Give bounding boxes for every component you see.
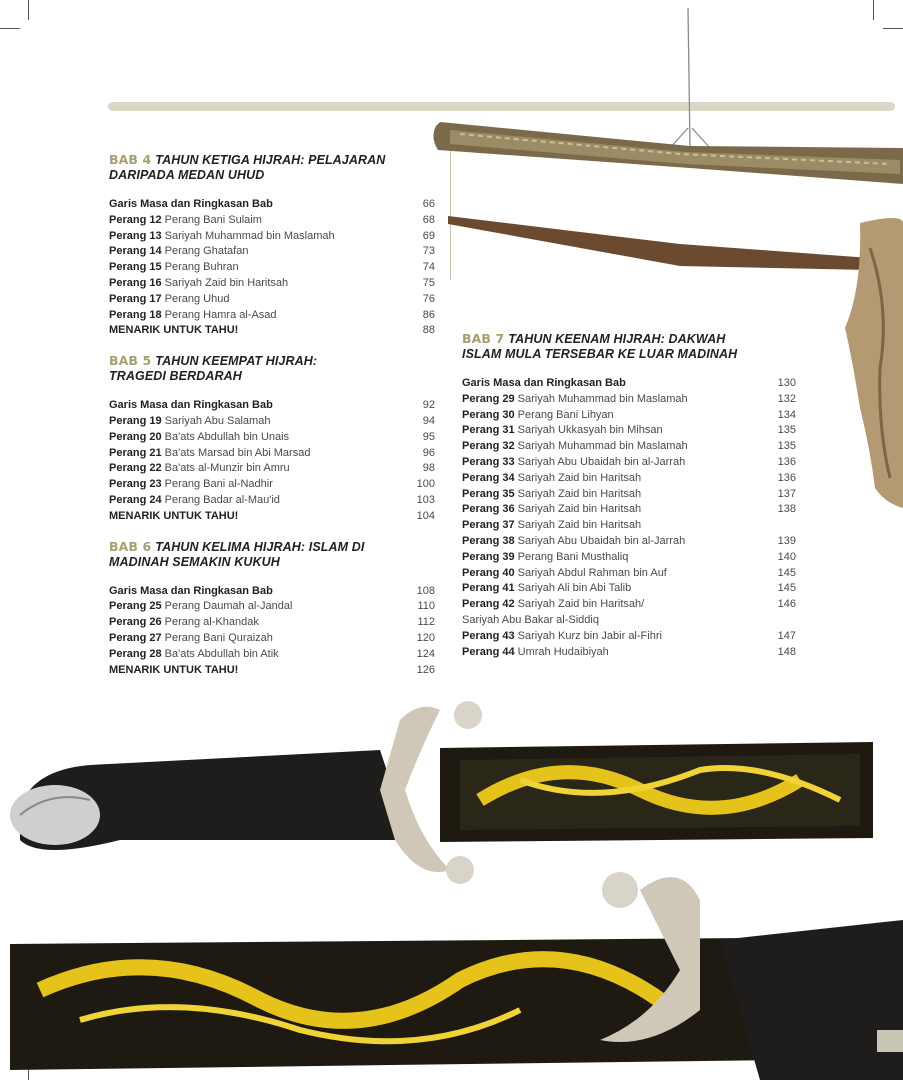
toc-entry-text: Sariyah Zaid bin Haritsah/ xyxy=(517,598,645,611)
toc-entry xyxy=(109,477,435,493)
toc-entry-page: 138 xyxy=(777,503,796,516)
toc-entry-page: 66 xyxy=(422,198,435,210)
toc-entry xyxy=(462,613,796,629)
toc-entry xyxy=(462,455,796,471)
toc-entry-number: Perang 17 xyxy=(109,292,162,305)
toc-entry-page: 68 xyxy=(422,213,435,226)
toc-entry-text: Sariyah Abu Ubaidah bin al-Jarrah xyxy=(517,455,686,468)
toc-entry-title xyxy=(109,631,273,647)
toc-entry-text: Sariyah Abu Bakar al-Siddiq xyxy=(462,613,599,626)
toc-entry-page: 104 xyxy=(416,509,435,522)
toc-entry xyxy=(109,308,435,324)
toc-entry-page: 94 xyxy=(422,414,435,427)
chapter-title-line1: TAHUN KETIGA HIJRAH: PELAJARAN xyxy=(155,153,386,167)
toc-entry-page: 75 xyxy=(422,276,435,289)
chapter-section xyxy=(109,353,435,524)
toc-entry-number: Perang 34 xyxy=(462,471,515,484)
toc-entry-page: 134 xyxy=(777,408,796,421)
chapter-section xyxy=(109,539,435,679)
toc-left-column xyxy=(109,152,435,692)
toc-entry-number: Perang 12 xyxy=(109,213,162,226)
toc-entry-text: Perang Daumah al-Jandal xyxy=(164,600,293,613)
chapter-title-line2: ISLAM MULA TERSEBAR KE LUAR MADINAH xyxy=(462,347,738,361)
toc-entry-text: Ba'ats Marsad bin Abi Marsad xyxy=(164,446,311,459)
toc-entry-page: 130 xyxy=(777,377,796,389)
toc-entry-title xyxy=(109,244,248,260)
toc-entry-page: 110 xyxy=(417,600,435,613)
toc-entry-number: Perang 28 xyxy=(109,647,162,660)
toc-entry-text: Sariyah Zaid bin Haritsah xyxy=(517,471,642,484)
toc-entry-text: Perang Ghatafan xyxy=(164,245,249,258)
toc-entry-page: 96 xyxy=(422,446,435,459)
toc-entry-number: Perang 35 xyxy=(462,487,515,500)
toc-entry-title xyxy=(109,197,273,213)
toc-entry xyxy=(109,493,435,509)
toc-entry-title xyxy=(462,502,641,518)
toc-entry-title xyxy=(109,461,290,477)
toc-entry-text: Sariyah Zaid bin Haritsah xyxy=(164,276,289,289)
toc-entry xyxy=(462,439,796,455)
toc-entry-number: Perang 27 xyxy=(109,631,162,644)
toc-entry xyxy=(109,584,435,600)
toc-entry-title xyxy=(462,408,614,424)
toc-entry-number: Perang 21 xyxy=(109,446,162,459)
toc-entry xyxy=(109,323,435,339)
toc-entry-title xyxy=(109,647,279,663)
toc-entry-number: Perang 13 xyxy=(109,229,162,242)
toc-entry-text: Sariyah Abu Salamah xyxy=(164,414,271,427)
toc-entry-number: Perang 29 xyxy=(462,392,515,405)
toc-entry xyxy=(462,376,796,392)
toc-entry-page: 69 xyxy=(422,229,435,242)
toc-entry-title xyxy=(462,629,662,645)
toc-entry-text: Sariyah Muhammad bin Maslamah xyxy=(517,392,688,405)
toc-entry-title xyxy=(109,584,273,600)
toc-entry-number: Perang 20 xyxy=(109,430,162,443)
toc-entry xyxy=(462,597,796,613)
toc-entry-page: 124 xyxy=(416,647,435,660)
toc-entry xyxy=(462,566,796,582)
toc-entry-title xyxy=(462,597,644,613)
toc-entry-title xyxy=(462,534,685,550)
chapter-number: BAB 5 xyxy=(109,353,152,369)
chapter-number: BAB 7 xyxy=(462,331,505,346)
toc-entry-number: Perang 22 xyxy=(109,462,162,475)
toc-entry-page: 88 xyxy=(422,324,435,337)
toc-entry-title xyxy=(109,509,238,525)
toc-entry-number: Perang 25 xyxy=(109,600,162,613)
chapter-title-line1: TAHUN KEEMPAT HIJRAH: xyxy=(155,354,318,369)
toc-entry-text: Sariyah Zaid bin Haritsah xyxy=(517,503,642,516)
toc-entry-page: 103 xyxy=(416,493,435,506)
toc-entry xyxy=(462,518,796,534)
toc-entry-page: 74 xyxy=(422,261,435,274)
chapter-heading xyxy=(109,152,435,183)
toc-entry-page: 145 xyxy=(777,566,796,579)
toc-entry-title xyxy=(109,292,229,308)
toc-entry-text: Sariyah Ali bin Abi Talib xyxy=(517,582,632,595)
toc-entry-page: 98 xyxy=(422,462,435,475)
entry-list xyxy=(109,398,435,524)
toc-entry-number: Perang 19 xyxy=(109,414,162,427)
toc-entry-text: Garis Masa dan Ringkasan Bab xyxy=(462,377,626,389)
toc-entry-number: Perang 16 xyxy=(109,276,162,289)
toc-entry-text: Sariyah Abdul Rahman bin Auf xyxy=(517,566,667,579)
toc-entry xyxy=(462,471,796,487)
toc-entry-title xyxy=(462,518,641,534)
toc-entry-title xyxy=(109,414,270,430)
toc-entry xyxy=(109,615,435,631)
crop-mark xyxy=(0,28,20,29)
toc-entry xyxy=(109,229,435,245)
toc-entry-number: Perang 39 xyxy=(462,550,515,563)
toc-entry-text: Perang Uhud xyxy=(164,292,230,305)
toc-entry-text: Ba'ats al-Munzir bin Amru xyxy=(164,462,290,475)
toc-entry-text: Perang Bani al-Nadhir xyxy=(164,478,273,491)
toc-entry xyxy=(462,392,796,408)
toc-entry-text: Sariyah Kurz bin Jabir al-Fihri xyxy=(517,629,662,642)
toc-entry-page: 147 xyxy=(777,629,796,642)
toc-entry xyxy=(109,197,435,213)
toc-entry-title xyxy=(109,477,273,493)
toc-entry xyxy=(109,430,435,446)
toc-entry-page: 76 xyxy=(422,292,435,305)
toc-entry-number: Perang 30 xyxy=(462,408,515,421)
toc-entry-text: Garis Masa dan Ringkasan Bab xyxy=(109,584,273,597)
toc-entry-page: 139 xyxy=(777,534,796,547)
toc-entry xyxy=(109,276,435,292)
toc-entry-page: 148 xyxy=(777,645,796,658)
toc-entry xyxy=(109,461,435,477)
toc-entry-page: 112 xyxy=(417,616,435,629)
toc-entry-number: Perang 15 xyxy=(109,261,162,274)
toc-entry xyxy=(109,509,435,525)
toc-entry-text: Sariyah Ukkasyah bin Mihsan xyxy=(517,424,663,437)
sword-illustration xyxy=(0,690,903,1080)
toc-entry-page: 126 xyxy=(416,663,435,676)
chapter-title-line1: TAHUN KELIMA HIJRAH: ISLAM DI xyxy=(155,539,365,554)
toc-entry xyxy=(462,502,796,518)
toc-entry-title xyxy=(109,398,273,414)
toc-entry-text: Umrah Hudaibiyah xyxy=(517,645,609,658)
toc-entry-page: 108 xyxy=(416,584,435,597)
toc-entry-number: Perang 14 xyxy=(109,245,162,258)
toc-entry-title xyxy=(462,376,626,392)
toc-entry xyxy=(109,244,435,260)
toc-entry-title xyxy=(462,550,628,566)
toc-entry-title xyxy=(462,455,685,471)
toc-entry-title xyxy=(462,566,667,582)
toc-entry-number: Perang 38 xyxy=(462,534,515,547)
toc-entry-title xyxy=(462,392,688,408)
toc-entry-number: Perang 18 xyxy=(109,308,162,321)
toc-entry-title xyxy=(109,663,238,679)
toc-entry-text: Perang Bani Musthaliq xyxy=(517,550,629,563)
toc-entry-text: Sariyah Zaid bin Haritsah xyxy=(517,519,642,532)
entry-list xyxy=(462,376,796,660)
toc-entry-page: 145 xyxy=(777,582,796,595)
toc-entry-title xyxy=(462,613,599,629)
chapter-heading xyxy=(462,331,796,362)
toc-entry-title xyxy=(109,615,259,631)
toc-entry xyxy=(462,550,796,566)
toc-entry-page: 120 xyxy=(416,631,435,644)
chapter-title-line2: MADINAH SEMAKIN KUKUH xyxy=(109,554,280,569)
toc-entry-text: Sariyah Zaid bin Haritsah xyxy=(517,487,642,500)
toc-entry-number: Perang 42 xyxy=(462,598,515,611)
crop-mark xyxy=(28,0,29,20)
toc-entry-title xyxy=(462,645,609,661)
toc-entry-title xyxy=(109,276,288,292)
toc-entry xyxy=(109,213,435,229)
chapter-title-line2: DARIPADA MEDAN UHUD xyxy=(109,168,265,182)
toc-entry-page: 92 xyxy=(422,399,435,412)
entry-list xyxy=(109,584,435,679)
toc-entry-number: Perang 26 xyxy=(109,616,162,629)
toc-entry-page: 137 xyxy=(777,487,796,500)
toc-entry-text: Perang al-Khandak xyxy=(164,616,259,629)
toc-entry-page: 135 xyxy=(777,424,796,437)
toc-entry-page: 135 xyxy=(777,440,796,453)
toc-entry-number: Perang 37 xyxy=(462,519,515,532)
toc-entry-text: Perang Bani Quraizah xyxy=(164,631,273,644)
toc-entry-page: 146 xyxy=(777,598,796,611)
toc-entry-text: Garis Masa dan Ringkasan Bab xyxy=(109,198,273,210)
toc-entry-text: Perang Bani Sulaim xyxy=(164,213,262,226)
toc-entry xyxy=(462,629,796,645)
toc-entry xyxy=(462,408,796,424)
toc-entry-title xyxy=(109,213,262,229)
toc-entry-title xyxy=(109,446,310,462)
toc-entry-number: Perang 44 xyxy=(462,645,515,658)
toc-entry-number: Perang 31 xyxy=(462,424,515,437)
toc-entry-title xyxy=(109,430,289,446)
chapter-title-line1: TAHUN KEENAM HIJRAH: DAKWAH xyxy=(508,332,726,346)
toc-entry-text: MENARIK UNTUK TAHU! xyxy=(109,509,239,522)
toc-entry-number: Perang 43 xyxy=(462,629,515,642)
toc-entry-number: Perang 40 xyxy=(462,566,515,579)
toc-entry xyxy=(109,663,435,679)
toc-entry-title xyxy=(109,493,280,509)
toc-entry xyxy=(462,423,796,439)
toc-entry xyxy=(462,534,796,550)
toc-entry-number: Perang 24 xyxy=(109,493,162,506)
toc-entry-text: Ba'ats Abdullah bin Unais xyxy=(164,430,290,443)
toc-entry-page: 136 xyxy=(777,471,796,484)
entry-list xyxy=(109,197,435,339)
toc-entry-number: Perang 33 xyxy=(462,455,515,468)
toc-entry-page: 140 xyxy=(777,550,796,563)
toc-entry xyxy=(109,398,435,414)
toc-entry-number: Perang 23 xyxy=(109,478,162,491)
toc-entry-page: 86 xyxy=(422,308,435,321)
chapter-number: BAB 4 xyxy=(109,152,152,167)
toc-entry-page: 100 xyxy=(416,478,435,491)
toc-entry-text: Sariyah Abu Ubaidah bin al-Jarrah xyxy=(517,534,686,547)
toc-entry-title xyxy=(462,487,641,503)
toc-entry xyxy=(109,446,435,462)
chapter-heading xyxy=(109,539,435,570)
chapter-section xyxy=(109,152,435,339)
toc-entry xyxy=(109,631,435,647)
toc-entry-page: 132 xyxy=(777,392,796,405)
toc-entry-text: Sariyah Muhammad bin Maslamah xyxy=(517,440,688,453)
toc-entry xyxy=(109,599,435,615)
toc-entry xyxy=(109,414,435,430)
chapter-number: BAB 6 xyxy=(109,538,152,554)
toc-entry-title xyxy=(462,423,663,439)
chapter-heading xyxy=(109,353,435,384)
chapter-section xyxy=(462,331,796,660)
toc-entry-title xyxy=(462,581,631,597)
toc-entry-title xyxy=(109,323,238,339)
toc-entry-text: Garis Masa dan Ringkasan Bab xyxy=(109,399,273,412)
toc-entry-title xyxy=(109,260,239,276)
toc-entry-page: 73 xyxy=(422,245,435,258)
toc-entry-text: Sariyah Muhammad bin Maslamah xyxy=(164,229,335,242)
toc-right-column xyxy=(462,331,796,674)
toc-entry-page: 95 xyxy=(422,430,435,443)
toc-entry xyxy=(462,487,796,503)
toc-entry-number: Perang 36 xyxy=(462,503,515,516)
toc-entry-text: Perang Buhran xyxy=(164,261,239,274)
chapter-title-line2: TRAGEDI BERDARAH xyxy=(109,369,242,384)
toc-entry-title xyxy=(109,599,292,615)
toc-entry-text: MENARIK UNTUK TAHU! xyxy=(109,324,239,337)
toc-entry xyxy=(109,260,435,276)
toc-entry-text: Perang Hamra al-Asad xyxy=(164,308,277,321)
toc-entry-text: Ba'ats Abdullah bin Atik xyxy=(164,647,279,660)
toc-entry-text: Perang Badar al-Mau'id xyxy=(164,493,280,506)
toc-entry xyxy=(109,647,435,663)
toc-entry-title xyxy=(109,308,277,324)
toc-entry-page: 136 xyxy=(777,455,796,468)
toc-entry-number: Perang 41 xyxy=(462,582,515,595)
toc-entry xyxy=(462,581,796,597)
toc-entry xyxy=(462,645,796,661)
toc-entry-text: MENARIK UNTUK TAHU! xyxy=(109,663,239,676)
toc-entry-title xyxy=(109,229,335,245)
toc-entry-text: Perang Bani Lihyan xyxy=(517,408,614,421)
toc-entry-title xyxy=(462,471,641,487)
toc-entry xyxy=(109,292,435,308)
toc-entry-title xyxy=(462,439,688,455)
toc-entry-number: Perang 32 xyxy=(462,440,515,453)
